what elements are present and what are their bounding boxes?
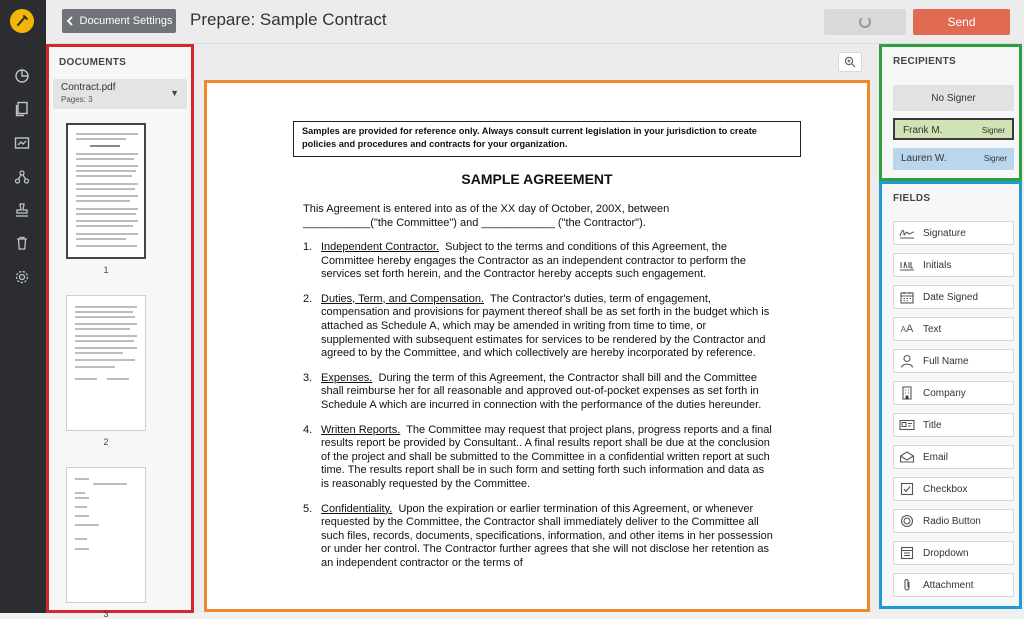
field-label: Date Signed bbox=[923, 292, 979, 303]
documents-icon[interactable] bbox=[12, 99, 32, 119]
page-title: Prepare: Sample Contract bbox=[190, 10, 387, 29]
field-label: Full Name bbox=[923, 356, 969, 367]
clause-heading: Written Reports. bbox=[321, 423, 401, 436]
page-thumbnail-number: 1 bbox=[103, 265, 109, 275]
gear-icon[interactable] bbox=[12, 267, 32, 287]
document-viewer bbox=[194, 44, 880, 613]
field-label: Signature bbox=[923, 228, 966, 239]
recipient-frank[interactable] bbox=[893, 118, 1014, 140]
stamp-icon[interactable] bbox=[12, 200, 32, 220]
page-thumbnail-number: 2 bbox=[103, 437, 109, 447]
field-dropdown[interactable] bbox=[893, 541, 1014, 565]
recipient-role: Signer bbox=[983, 154, 1007, 163]
document-file-name: Contract.pdf bbox=[61, 82, 116, 93]
text-icon: A A bbox=[900, 323, 914, 335]
intro-line: This Agreement is entered into as of the XX day of October, 200X, between bbox=[303, 203, 670, 215]
document-selector[interactable] bbox=[53, 79, 187, 109]
document-page-count: Pages: 3 bbox=[61, 95, 93, 104]
left-nav-rail bbox=[0, 0, 46, 613]
page-thumbnail[interactable] bbox=[66, 295, 146, 431]
field-label: Title bbox=[923, 420, 942, 431]
recipients-heading: RECIPIENTS bbox=[893, 56, 957, 67]
loading-button bbox=[824, 9, 906, 35]
clause-text: The Contractor's duties, term of engagement, compensation and provisions for payment thereof shall be as set forth in the budget which is attached as Schedule A, which may be amended in writing from time to time, or supplemented with subsequent estimates for services to be rendered by the Contractor and agreed to by the Committee, and which collectively are hereby incorporated by reference. bbox=[321, 292, 770, 360]
fields-heading: FIELDS bbox=[893, 193, 931, 204]
templates-icon[interactable] bbox=[12, 133, 32, 153]
field-text[interactable] bbox=[893, 317, 1014, 341]
field-company[interactable] bbox=[893, 381, 1014, 405]
chevron-left-icon bbox=[66, 16, 74, 26]
checkbox-icon bbox=[897, 480, 917, 498]
clause-text: Upon the expiration or earlier termination of this Agreement, or whenever requested by the Committee, the Contractor shall immediately deliver to the Committee all such files, records, documents, specifications, information, and other items in her possession or under her control. The Contractor further agrees that she will not disclose her retention as an independent contractor or the terms of bbox=[321, 502, 773, 569]
no-signer-option[interactable]: No Signer bbox=[893, 85, 1014, 111]
field-signature[interactable] bbox=[893, 221, 1014, 245]
trash-icon[interactable] bbox=[12, 233, 32, 253]
field-label: Radio Button bbox=[923, 516, 981, 527]
id-card-icon bbox=[897, 416, 917, 434]
dashboard-icon[interactable] bbox=[12, 66, 32, 86]
agreement-intro bbox=[303, 202, 803, 230]
clause-number: 1. bbox=[303, 241, 313, 253]
documents-panel bbox=[46, 44, 194, 619]
page-thumbnail-number: 3 bbox=[103, 609, 109, 619]
zoom-in-button[interactable] bbox=[838, 52, 862, 72]
radio-icon bbox=[897, 512, 917, 530]
field-label: Text bbox=[923, 324, 942, 335]
agreement-title: SAMPLE AGREEMENT bbox=[461, 171, 613, 187]
document-settings-button[interactable] bbox=[62, 9, 176, 33]
clause-list bbox=[303, 241, 773, 581]
field-label: Checkbox bbox=[923, 484, 968, 495]
clause-text: During the term of this Agreement, the Contractor shall bill and the Committee shall reimburse her for all reasonable and approved out-of-pocket expenses as set forth in Schedule A which are incurred in connection with the performance of the duties hereunder. bbox=[321, 371, 762, 411]
intro-line: ___________("the Committee") and ____________ ("the Contractor"). bbox=[303, 217, 646, 229]
signature-icon bbox=[897, 224, 917, 242]
disclaimer-box: Samples are provided for reference only. Always consult current legislation in your jurisdiction to create policies and procedures and contracts for your organization. bbox=[293, 121, 801, 157]
field-attachment[interactable] bbox=[893, 573, 1014, 597]
document-page[interactable] bbox=[204, 80, 870, 612]
clause bbox=[303, 372, 773, 413]
field-label: Dropdown bbox=[923, 548, 969, 559]
field-initials[interactable] bbox=[893, 253, 1014, 277]
clause-text: Subject to the terms and conditions of this Agreement, the Committee hereby engages the Contractor as an independent contractor to perform the services set forth herein, and the Contractor hereby accepts such engagement. bbox=[321, 241, 746, 281]
clause bbox=[303, 503, 773, 571]
clause bbox=[303, 424, 773, 492]
clause-number: 2. bbox=[303, 292, 313, 305]
person-icon bbox=[897, 352, 917, 370]
clause-heading: Expenses. bbox=[321, 371, 373, 384]
workflow-icon[interactable] bbox=[12, 167, 32, 187]
field-checkbox[interactable] bbox=[893, 477, 1014, 501]
clause-number: 5. bbox=[303, 502, 313, 515]
dropdown-icon bbox=[897, 544, 917, 562]
recipient-role: Signer bbox=[981, 126, 1005, 135]
recipient-name: Lauren W. bbox=[901, 153, 947, 164]
fields-panel bbox=[879, 181, 1022, 609]
top-bar bbox=[46, 0, 1024, 44]
send-button[interactable]: Send bbox=[913, 9, 1010, 35]
field-full-name[interactable] bbox=[893, 349, 1014, 373]
caret-down-icon: ▼ bbox=[170, 88, 179, 98]
clause-number: 4. bbox=[303, 423, 313, 436]
recipients-panel bbox=[879, 44, 1022, 181]
app-logo-icon[interactable] bbox=[10, 9, 34, 33]
clause-text: The Committee may request that project plans, progress reports and a final results report be provided by Consultant.. A final results report shall be due at the conclusion of the project and shall be submitted to the Committee in a confidential written report at such time. The results report shall be in such form and setting forth such information and data as is reasonably requested by the Committee. bbox=[321, 423, 772, 490]
clause-heading: Confidentiality. bbox=[321, 502, 393, 515]
field-label: Email bbox=[923, 452, 949, 463]
field-date-signed[interactable] bbox=[893, 285, 1014, 309]
page-thumbnail[interactable] bbox=[66, 123, 146, 259]
field-label: Initials bbox=[923, 260, 952, 271]
clause-number: 3. bbox=[303, 371, 313, 384]
documents-heading: DOCUMENTS bbox=[59, 57, 127, 68]
envelope-icon bbox=[897, 448, 917, 466]
clause bbox=[303, 241, 773, 282]
spinner-icon bbox=[859, 16, 871, 28]
clause bbox=[303, 293, 773, 361]
field-email[interactable] bbox=[893, 445, 1014, 469]
building-icon bbox=[897, 384, 917, 402]
field-radio-button[interactable] bbox=[893, 509, 1014, 533]
paperclip-icon bbox=[897, 576, 917, 594]
field-label: Company bbox=[923, 388, 966, 399]
document-settings-label: Document Settings bbox=[79, 15, 173, 27]
initials-icon bbox=[897, 256, 917, 274]
field-title[interactable] bbox=[893, 413, 1014, 437]
recipient-name: Frank M. bbox=[903, 125, 943, 136]
calendar-icon bbox=[897, 288, 917, 306]
recipient-lauren[interactable] bbox=[893, 148, 1014, 170]
field-label: Attachment bbox=[923, 580, 974, 591]
clause-heading: Duties, Term, and Compensation. bbox=[321, 292, 485, 305]
page-thumbnail[interactable] bbox=[66, 467, 146, 603]
clause-heading: Independent Contractor. bbox=[321, 241, 440, 253]
zoom-in-icon bbox=[844, 56, 856, 68]
